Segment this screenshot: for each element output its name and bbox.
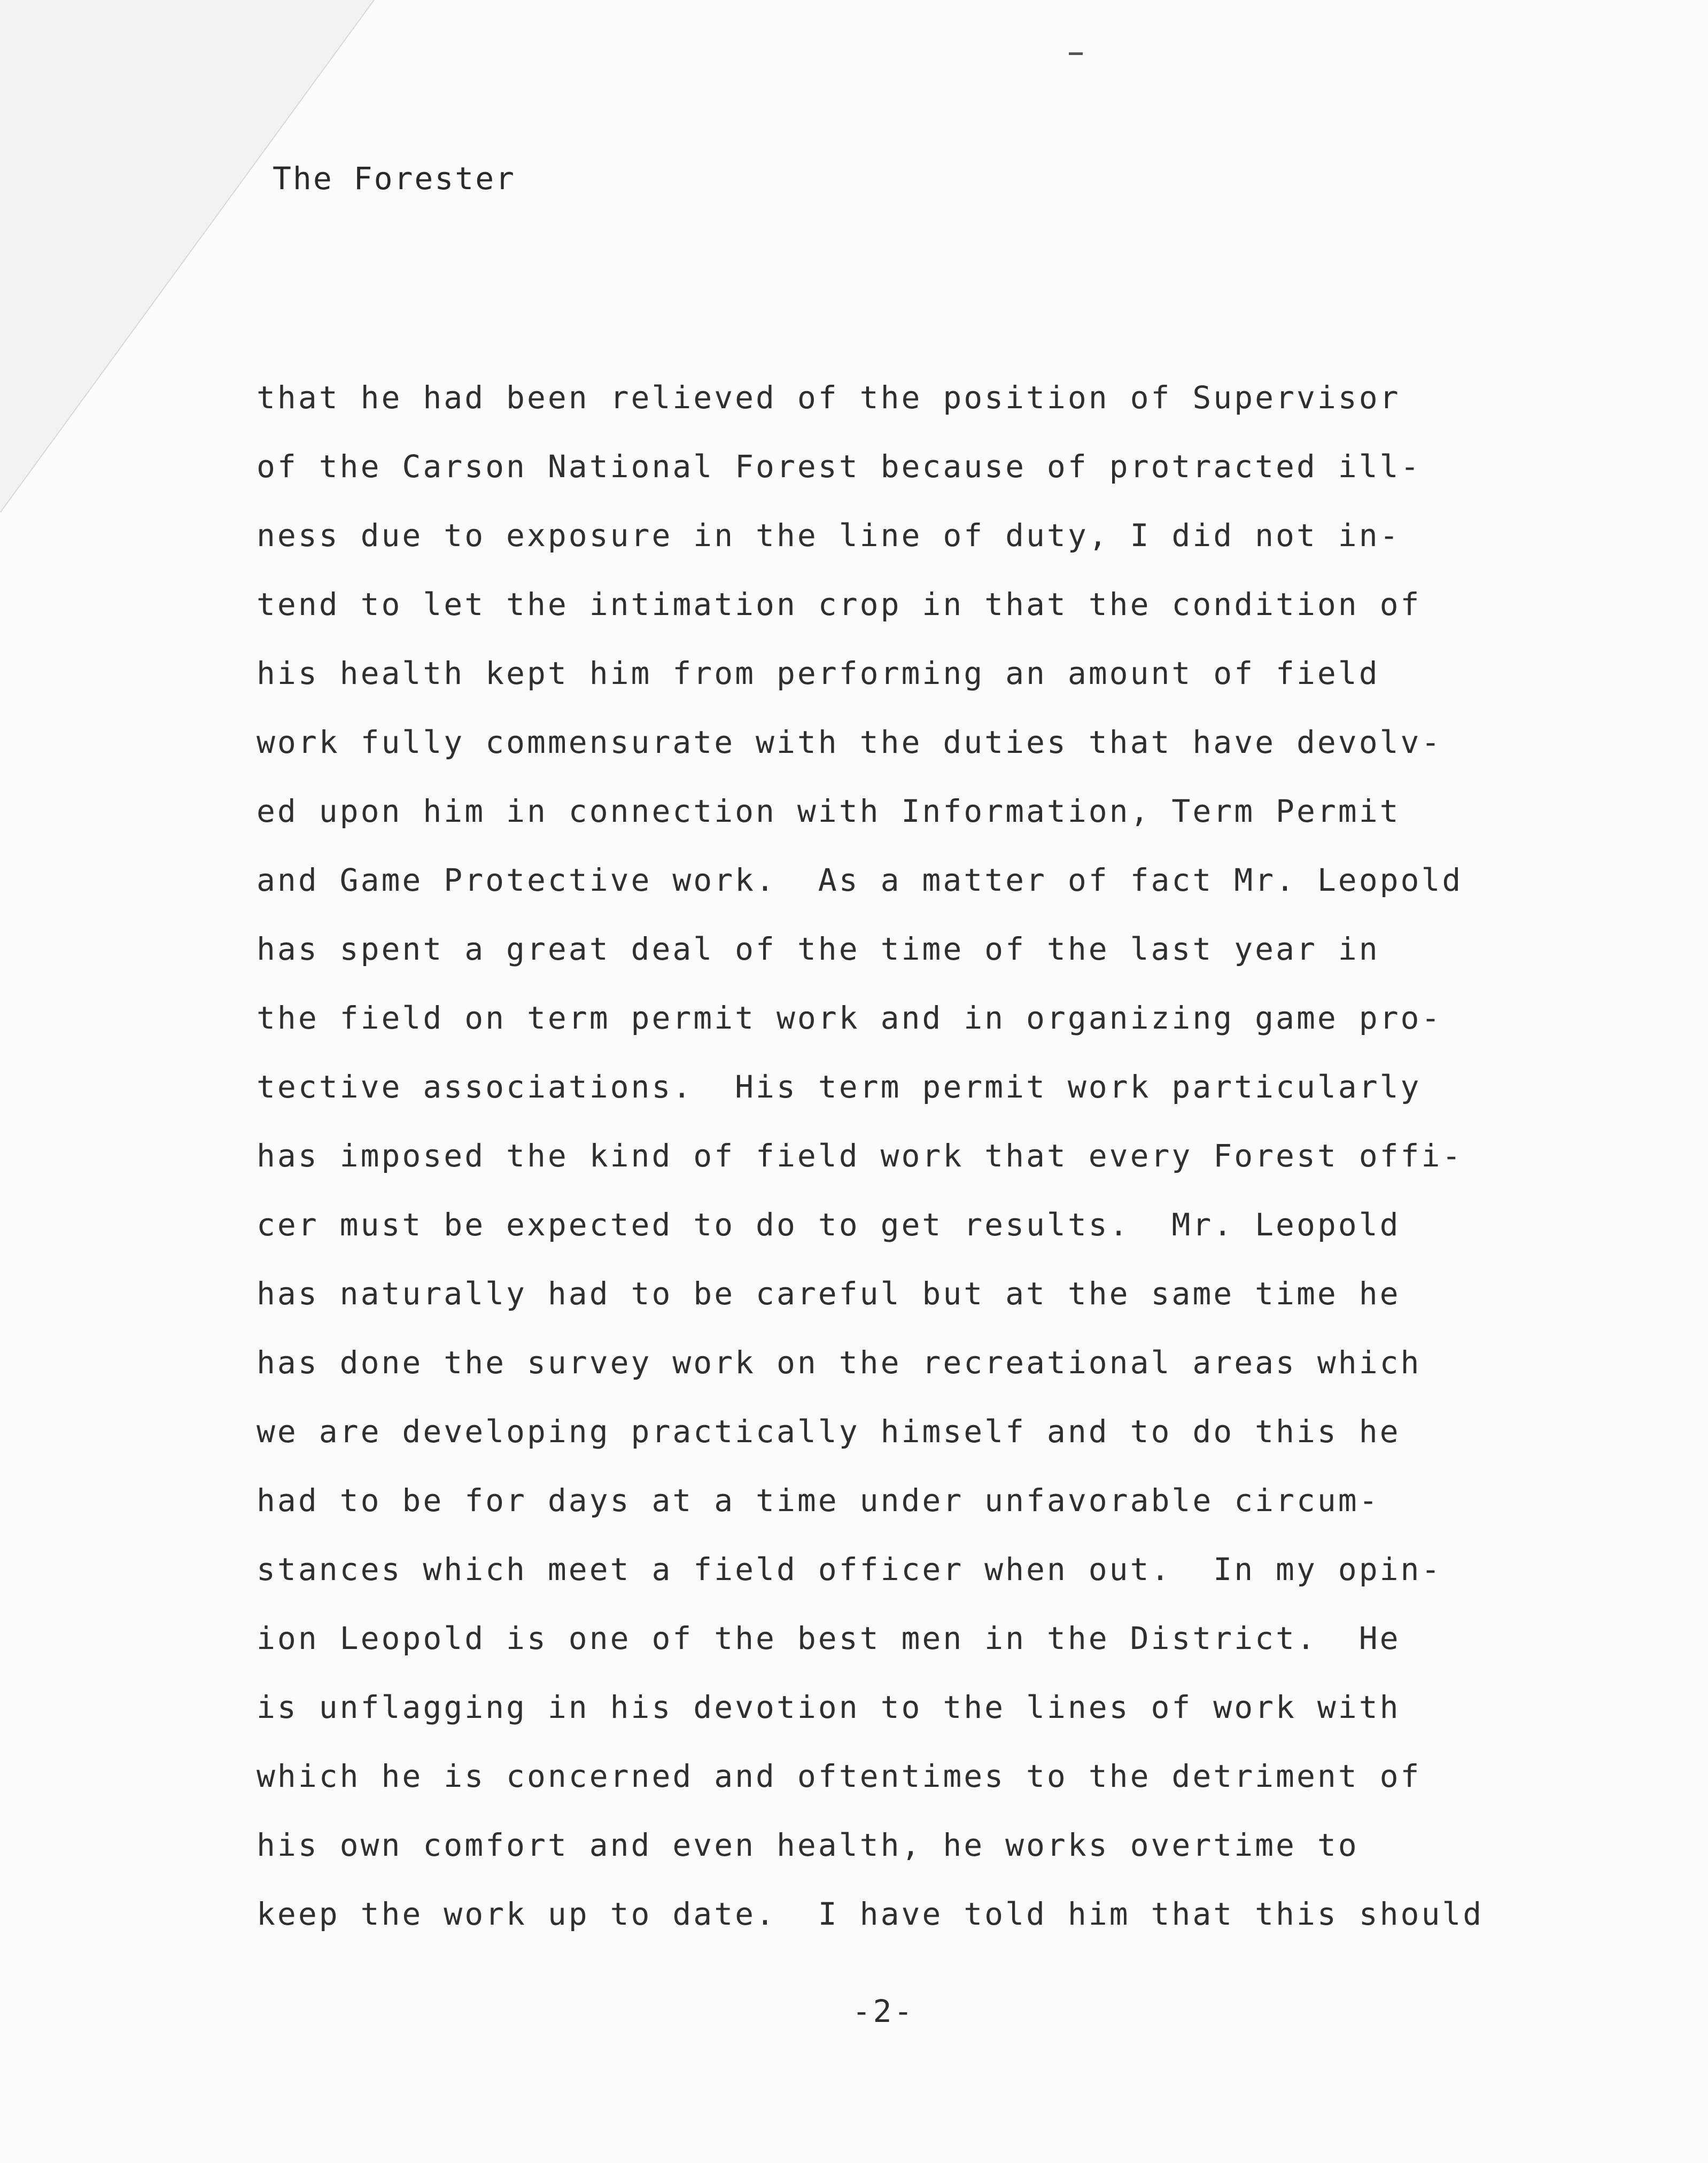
text-line: ness due to exposure in the line of duty, I did not in- bbox=[257, 517, 1401, 554]
text-line: had to be for days at a time under unfavorable circum- bbox=[257, 1482, 1380, 1519]
text-line: of the Carson National Forest because of protracted ill- bbox=[257, 448, 1422, 485]
text-line: his health kept him from performing an amount of field bbox=[257, 655, 1380, 691]
text-line: cer must be expected to do to get results. Mr. Leopold bbox=[257, 1207, 1401, 1243]
text-line: tective associations. His term permit work particularly bbox=[257, 1069, 1422, 1105]
text-line: his own comfort and even health, he works overtime to bbox=[257, 1827, 1359, 1863]
text-line: work fully commensurate with the duties that have devolv- bbox=[257, 724, 1442, 760]
text-line: stances which meet a field officer when out. In my opin- bbox=[257, 1551, 1442, 1588]
ink-speck bbox=[1069, 52, 1083, 55]
text-line: the field on term permit work and in organizing game pro- bbox=[257, 1000, 1442, 1036]
text-line: and Game Protective work. As a matter of fact Mr. Leopold bbox=[257, 862, 1463, 898]
text-line: has naturally had to be careful but at the same time he bbox=[257, 1275, 1401, 1312]
letter-body bbox=[257, 363, 1496, 1949]
text-line: ion Leopold is one of the best men in the District. He bbox=[257, 1620, 1401, 1656]
text-line: we are developing practically himself and to do this he bbox=[257, 1413, 1401, 1450]
page-number: -2- bbox=[852, 1993, 915, 2029]
page-heading: The Forester bbox=[273, 160, 516, 197]
text-line: is unflagging in his devotion to the lines of work with bbox=[257, 1689, 1401, 1725]
text-line: has done the survey work on the recreational areas which bbox=[257, 1344, 1422, 1381]
text-line: tend to let the intimation crop in that the condition of bbox=[257, 586, 1422, 623]
text-line: ed upon him in connection with Information, Term Permit bbox=[257, 793, 1401, 829]
text-line: has spent a great deal of the time of the last year in bbox=[257, 931, 1380, 967]
text-line: which he is concerned and oftentimes to the detriment of bbox=[257, 1758, 1422, 1794]
text-line: keep the work up to date. I have told him that this should bbox=[257, 1896, 1484, 1932]
text-line: that he had been relieved of the position of Supervisor bbox=[257, 379, 1401, 416]
text-line: has imposed the kind of field work that every Forest offi- bbox=[257, 1138, 1463, 1174]
